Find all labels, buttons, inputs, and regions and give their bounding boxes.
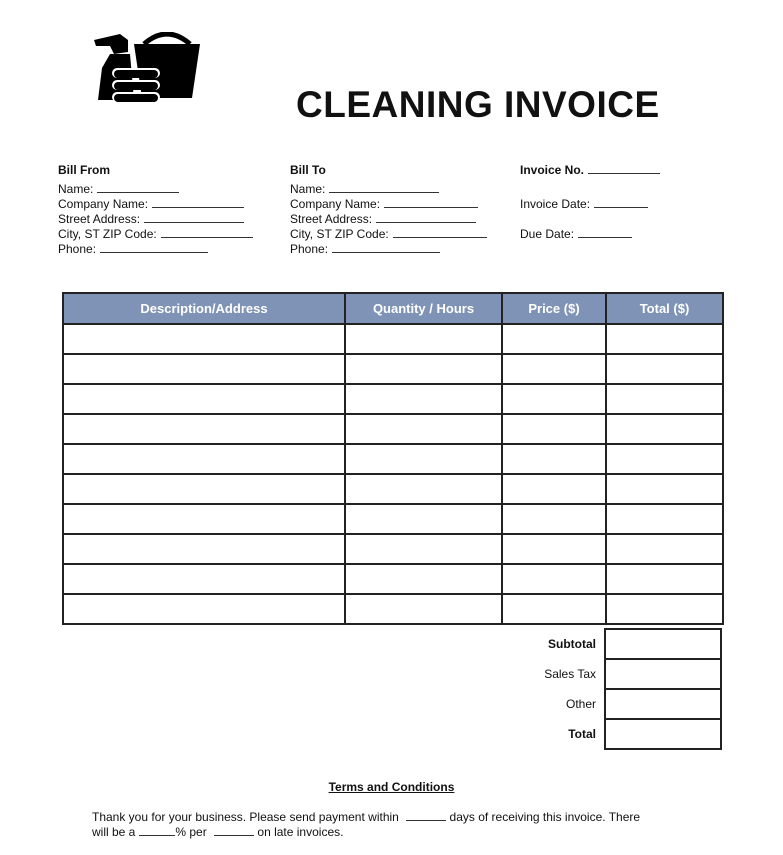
total-cell[interactable]	[606, 444, 723, 474]
late-fee-percent-field[interactable]	[139, 826, 175, 836]
terms-heading: Terms and Conditions	[328, 780, 455, 794]
subtotal-row	[500, 629, 721, 659]
header-price: Price ($)	[502, 293, 606, 324]
table-row	[63, 414, 723, 444]
total-field[interactable]	[605, 719, 721, 749]
total-cell[interactable]	[606, 354, 723, 384]
other-row	[500, 689, 721, 719]
description-cell[interactable]	[63, 564, 345, 594]
invoice-date-row	[520, 197, 648, 211]
due-date-label: Due Date:	[520, 227, 575, 241]
bill-from-phone-label: Phone:	[58, 242, 97, 256]
bill-to-phone-field[interactable]	[332, 243, 440, 253]
late-fee-period-field[interactable]	[214, 826, 254, 836]
invoice-date-label: Invoice Date:	[520, 197, 591, 211]
table-row	[63, 354, 723, 384]
description-cell[interactable]	[63, 384, 345, 414]
terms-text-part: Thank you for your business. Please send payment within	[92, 810, 399, 824]
header-description: Description/Address	[63, 293, 345, 324]
total-cell[interactable]	[606, 564, 723, 594]
due-date-field[interactable]	[578, 228, 632, 238]
bill-from-street-label: Street Address:	[58, 212, 141, 226]
description-cell[interactable]	[63, 324, 345, 354]
table-row	[63, 324, 723, 354]
sales-tax-row	[500, 659, 721, 689]
invoice-number-label: Invoice No.	[520, 163, 585, 177]
table-row	[63, 594, 723, 624]
invoice-number-field[interactable]	[588, 164, 660, 174]
bill-to-company-field[interactable]	[384, 198, 478, 208]
table-row	[63, 504, 723, 534]
price-cell[interactable]	[502, 354, 606, 384]
items-header-row	[63, 293, 723, 324]
description-cell[interactable]	[63, 474, 345, 504]
description-cell[interactable]	[63, 594, 345, 624]
price-cell[interactable]	[502, 474, 606, 504]
subtotal-field[interactable]	[605, 629, 721, 659]
description-cell[interactable]	[63, 534, 345, 564]
total-cell[interactable]	[606, 324, 723, 354]
invoice-date-field[interactable]	[594, 198, 648, 208]
total-row	[500, 719, 721, 749]
bill-from-name-label: Name:	[58, 182, 94, 196]
invoice-number-row	[520, 163, 660, 177]
cleaning-supplies-icon	[90, 32, 205, 104]
bill-from-company-label: Company Name:	[58, 197, 149, 211]
table-row	[63, 534, 723, 564]
bill-to-company-label: Company Name:	[290, 197, 381, 211]
price-cell[interactable]	[502, 504, 606, 534]
header-quantity: Quantity / Hours	[345, 293, 502, 324]
page-title: CLEANING INVOICE	[296, 84, 660, 125]
total-cell[interactable]	[606, 594, 723, 624]
quantity-cell[interactable]	[345, 414, 502, 444]
description-cell[interactable]	[63, 414, 345, 444]
sales-tax-label: Sales Tax	[544, 667, 596, 681]
sales-tax-field[interactable]	[605, 659, 721, 689]
bill-to-street-field[interactable]	[376, 213, 476, 223]
quantity-cell[interactable]	[345, 504, 502, 534]
price-cell[interactable]	[502, 534, 606, 564]
table-row	[63, 564, 723, 594]
bill-from-city-label: City, ST ZIP Code:	[58, 227, 157, 241]
price-cell[interactable]	[502, 324, 606, 354]
price-cell[interactable]	[502, 444, 606, 474]
total-cell[interactable]	[606, 534, 723, 564]
bill-to-heading: Bill To	[290, 163, 326, 177]
terms-text-part: on late invoices.	[257, 825, 344, 839]
bill-to-section	[290, 163, 487, 257]
bill-from-heading: Bill From	[58, 163, 111, 177]
total-cell[interactable]	[606, 414, 723, 444]
table-row	[63, 384, 723, 414]
quantity-cell[interactable]	[345, 594, 502, 624]
subtotal-label: Subtotal	[548, 637, 596, 651]
header-total: Total ($)	[606, 293, 723, 324]
other-field[interactable]	[605, 689, 721, 719]
price-cell[interactable]	[502, 384, 606, 414]
bill-from-company-field[interactable]	[152, 198, 244, 208]
total-cell[interactable]	[606, 384, 723, 414]
price-cell[interactable]	[502, 564, 606, 594]
bill-to-city-field[interactable]	[393, 228, 487, 238]
quantity-cell[interactable]	[345, 534, 502, 564]
table-row	[63, 474, 723, 504]
total-cell[interactable]	[606, 474, 723, 504]
quantity-cell[interactable]	[345, 564, 502, 594]
table-row	[63, 444, 723, 474]
description-cell[interactable]	[63, 444, 345, 474]
totals-table	[500, 628, 722, 750]
items-table	[62, 292, 724, 625]
bill-to-name-label: Name:	[290, 182, 326, 196]
due-date-row	[520, 227, 632, 241]
quantity-cell[interactable]	[345, 384, 502, 414]
bill-from-phone-field[interactable]	[100, 243, 208, 253]
bill-to-name-field[interactable]	[329, 183, 439, 193]
bill-to-city-label: City, ST ZIP Code:	[290, 227, 389, 241]
terms-text-part: will be a	[92, 825, 136, 839]
terms-text-part: days of receiving this invoice. There	[449, 810, 641, 824]
total-label: Total	[568, 727, 596, 741]
bill-from-city-field[interactable]	[161, 228, 253, 238]
bill-from-street-field[interactable]	[144, 213, 244, 223]
terms-text-part: % per	[175, 825, 207, 839]
terms-text	[92, 810, 692, 840]
quantity-cell[interactable]	[345, 354, 502, 384]
bill-from-section	[58, 163, 253, 257]
bill-to-phone-label: Phone:	[290, 242, 329, 256]
total-cell[interactable]	[606, 504, 723, 534]
bill-from-name-field[interactable]	[97, 183, 179, 193]
bill-to-street-label: Street Address:	[290, 212, 373, 226]
quantity-cell[interactable]	[345, 444, 502, 474]
payment-days-field[interactable]	[406, 811, 446, 821]
price-cell[interactable]	[502, 414, 606, 444]
description-cell[interactable]	[63, 504, 345, 534]
price-cell[interactable]	[502, 594, 606, 624]
quantity-cell[interactable]	[345, 324, 502, 354]
other-label: Other	[565, 697, 596, 711]
quantity-cell[interactable]	[345, 474, 502, 504]
description-cell[interactable]	[63, 354, 345, 384]
